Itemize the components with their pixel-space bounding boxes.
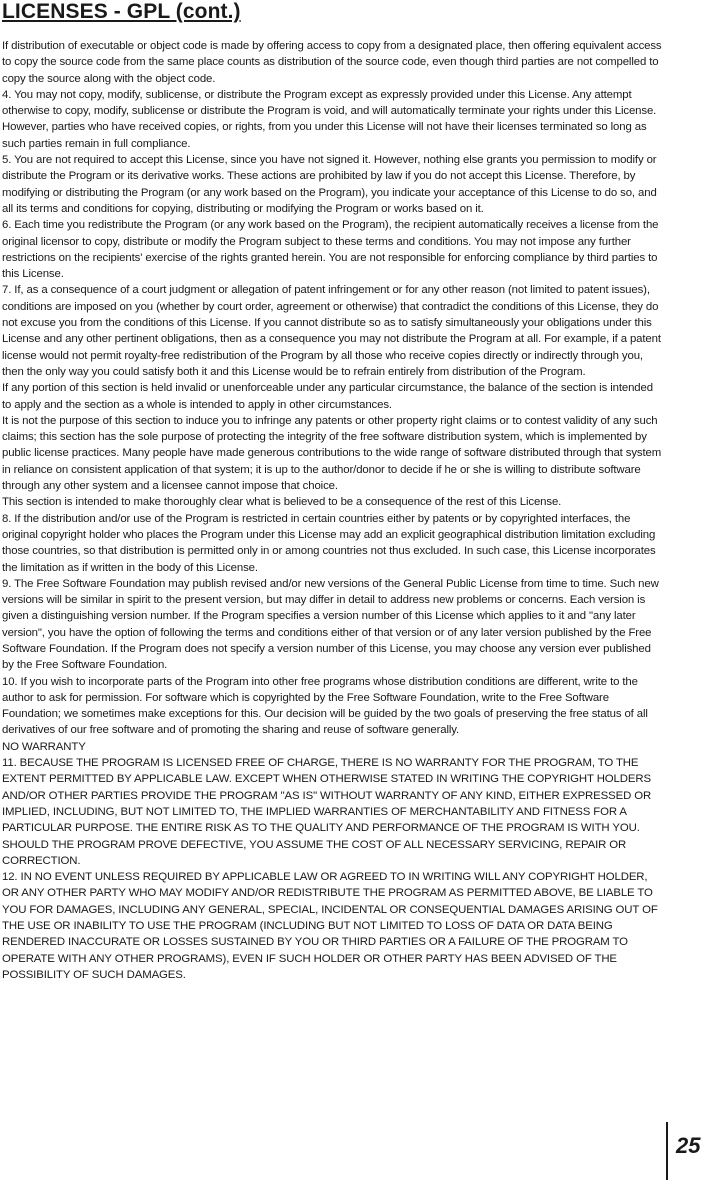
paragraph-section-6: 6. Each time you redistribute the Program (or any work based on the Program), the recipient automatically receives a license from the original licensor to copy, distribute or modify the Program subject to these terms and conditions. You may not impose any further restrictions on the recipients' exercise of the rights granted herein. You are not responsible for enforcing compliance by third parties to this License. [2, 219, 659, 281]
paragraph-section-12: 12. IN NO EVENT UNLESS REQUIRED BY APPLICABLE LAW OR AGREED TO IN WRITING WILL ANY COPYRIGHT HOLDER, OR ANY OTHER PARTY WHO MAY MODIFY AND/OR REDISTRIBUTE THE PROGRAM AS PERMITTED ABOVE, BE LIABLE TO YOU FOR DAMAGES, INCLUDING ANY GENERAL, SPECIAL, INCIDENTAL OR CONSEQUENTIAL DAMAGES ARISING OUT OF THE USE OR INABILITY TO USE THE PROGRAM (INCLUDING BUT NOT LIMITED TO LOSS OF DATA OR DATA BEING RENDERED INACCURATE OR LOSSES SUSTAINED BY YOU OR THIRD PARTIES OR A FAILURE OF THE PROGRAM TO OPERATE WITH ANY OTHER PROGRAMS), EVEN IF SUCH HOLDER OR OTHER PARTY HAS BEEN ADVISED OF THE POSSIBILITY OF SUCH DAMAGES. [2, 871, 658, 981]
no-warranty-heading: NO WARRANTY [2, 740, 86, 753]
paragraph-section-5: 5. You are not required to accept this License, since you have not signed it. However, nothing else grants you permission to modify or distribute the Program or its derivative works. These actions are prohibited by law if you do not accept this License. Therefore, by modifying or distributing the Program (or any work based on the Program), you indicate your acceptance of this License to do so, and all its terms and conditions for copying, distributing or modifying the Program or works based on it. [2, 154, 657, 215]
paragraph-section-7-clarification: This section is intended to make thoroughly clear what is believed to be a consequence of the rest of this License. [2, 496, 562, 509]
page-number: 25 [676, 1133, 701, 1158]
paragraph-section-11: 11. BECAUSE THE PROGRAM IS LICENSED FREE OF CHARGE, THERE IS NO WARRANTY FOR THE PROGRAM, TO THE EXTENT PERMITTED BY APPLICABLE LAW. EXCEPT WHEN OTHERWISE STATED IN WRITING THE COPYRIGHT HOLDERS AND/OR OTHER PARTIES PROVIDE THE PROGRAM "AS IS" WITHOUT WARRANTY OF ANY KIND, EITHER EXPRESSED OR IMPLIED, INCLUDING, BUT NOT LIMITED TO, THE IMPLIED WARRANTIES OF MERCHANTABILITY AND FITNESS FOR A PARTICULAR PURPOSE. THE ENTIRE RISK AS TO THE QUALITY AND PERFORMANCE OF THE PROGRAM IS WITH YOU. SHOULD THE PROGRAM PROVE DEFECTIVE, YOU ASSUME THE COST OF ALL NECESSARY SERVICING, REPAIR OR CORRECTION. [2, 757, 652, 867]
footer-divider [666, 1122, 668, 1180]
paragraph-section-7-purpose: It is not the purpose of this section to induce you to infringe any patents or other property right claims or to contest validity of any such claims; this section has the sole purpose of protecting the integrity of the free software distribution system, which is implemented by public license practices. Many people have made generous contributions to the wide range of software distributed through that system in reliance on consistent application of that system; it is up to the author/donor to decide if he or she is willing to distribute software through any other system and a licensee cannot impose that choice. [2, 414, 662, 493]
paragraph-source-access: If distribution of executable or object code is made by offering access to copy from a designated place, then offering equivalent access to copy the source code from the same place counts as distribution of the source code, even though third parties are not compelled to copy the source along with the object code. [2, 40, 662, 85]
paragraph-section-8: 8. If the distribution and/or use of the Program is restricted in certain countries either by patents or by copyrighted interfaces, the original copyright holder who places the Program under this License may add an explicit geographical distribution limitation excluding those countries, so that distribution is permitted only in or among countries not thus excluded. In such case, this License incorporates the limitation as if written in the body of this License. [2, 512, 656, 574]
paragraph-section-9: 9. The Free Software Foundation may publish revised and/or new versions of the General Public License from time to time. Such new versions will be similar in spirit to the present version, but may differ in detail to address new problems or concerns. Each version is given a distinguishing version number. If the Program specifies a version number of this License which applies to it and "any later version", you have the option of following the terms and conditions either of that version or of any later version published by the Free Software Foundation. If the Program does not specify a version number of this License, you may choose any version ever published by the Free Software Foundation. [2, 577, 659, 672]
page-title: LICENSES - GPL (cont.) [2, 0, 241, 23]
paragraph-section-7: 7. If, as a consequence of a court judgment or allegation of patent infringement or for any other reason (not limited to patent issues), conditions are imposed on you (whether by court order, agreement or otherwise) that contradict the conditions of this License, they do not excuse you from the conditions of this License. If you cannot distribute so as to satisfy simultaneously your obligations under this License and any other pertinent obligations, then as a consequence you may not distribute the Program at all. For example, if a patent license would not permit royalty-free redistribution of the Program by all those who receive copies directly or indirectly through you, then the only way you could satisfy both it and this License would be to refrain entirely from distribution of the Program. [2, 284, 661, 378]
paragraph-section-10: 10. If you wish to incorporate parts of the Program into other free programs whose distribution conditions are different, write to the author to ask for permission. For software which is copyrighted by the Free Software Foundation, write to the Free Software Foundation; we sometimes make exceptions for this. Our decision will be guided by the two goals of preserving the free status of all derivatives of our free software and of promoting the sharing and reuse of software generally. [2, 675, 648, 737]
paragraph-section-7-invalid-portion: If any portion of this section is held invalid or unenforceable under any particular circumstance, the balance of the section is intended to apply and the section as a whole is intended to apply in other circumstances. [2, 382, 653, 411]
license-body [2, 38, 664, 983]
paragraph-section-4: 4. You may not copy, modify, sublicense, or distribute the Program except as expressly provided under this License. Any attempt otherwise to copy, modify, sublicense or distribute the Program is void, and will automatically terminate your rights under this License. However, parties who have received copies, or rights, from you under this License will not have their licenses terminated so long as such parties remain in full compliance. [2, 88, 657, 150]
